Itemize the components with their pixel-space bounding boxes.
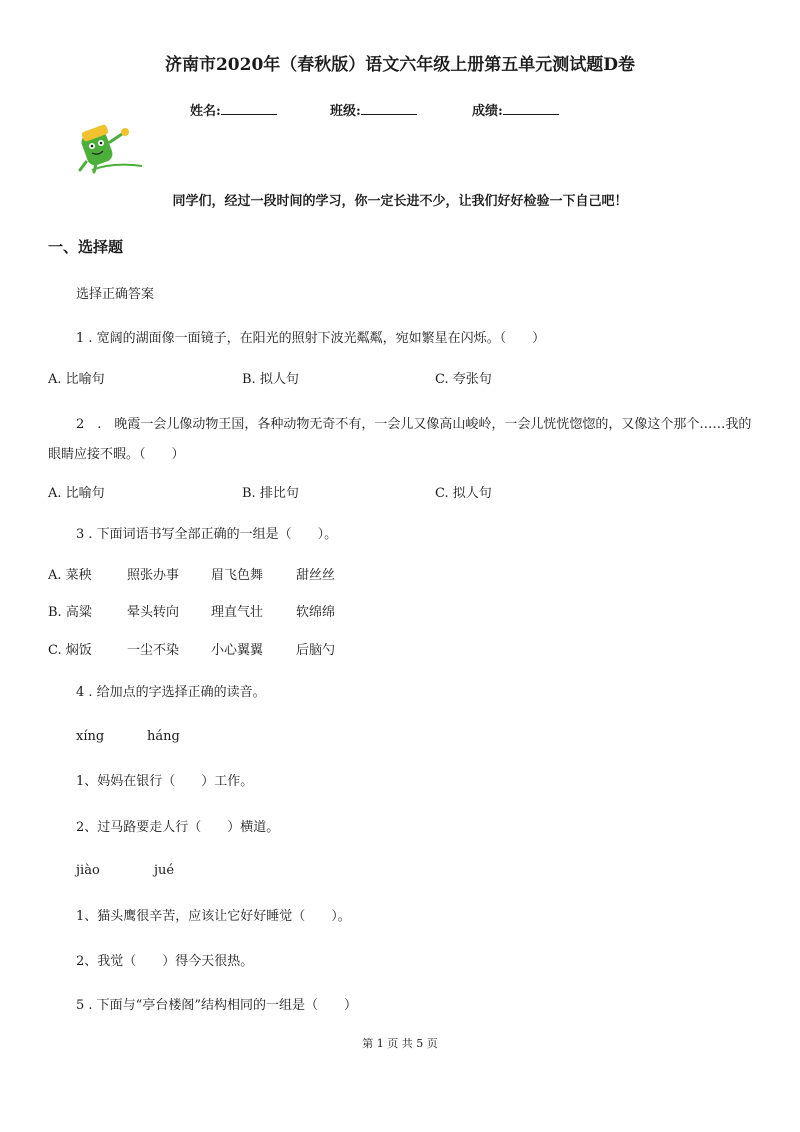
class-label: 班级: [330, 104, 361, 119]
q3-option-b-word4: 软绵绵 [296, 605, 336, 620]
pencil-mascot-icon [72, 122, 148, 178]
page-title: 济南市2020年（春秋版）语文六年级上册第五单元测试题D卷 [164, 55, 636, 75]
q3-option-b-word2: 晕头转向 [127, 605, 180, 620]
section-instruction: 选择正确答案 [76, 287, 155, 302]
q3-option-c-word1: C. 焖饭 [48, 643, 92, 658]
page-footer: 第 1 页 共 5 页 [362, 1037, 438, 1050]
q3-option-a-word4: 甜丝丝 [296, 568, 336, 583]
class-blank [361, 102, 417, 115]
q3-option-c-word2: 一尘不染 [127, 643, 180, 658]
intro-text: 同学们，经过一段时间的学习，你一定长进不少，让我们好好检验一下自己吧！ [172, 194, 628, 209]
q4-sentence-1: 1、妈妈在银行（ ）工作。 [76, 774, 254, 789]
score-blank [503, 102, 559, 115]
q2-stem: 2 . 晚霞一会儿像动物王国，各种动物无奇不有，一会儿又像高山峻岭，一会儿恍恍惚惚的，又像这个那个……我的眼睛应接不暇。（ ） [48, 417, 752, 462]
q3-option-c-word3: 小心翼翼 [211, 643, 264, 658]
name-blank [221, 102, 277, 115]
q3-option-c-word4: 后脑勺 [296, 643, 336, 658]
q1-option-c: C. 夸张句 [435, 372, 492, 387]
q3-option-b-word3: 理直气壮 [211, 605, 264, 620]
q3-stem: 3 . 下面词语书写全部正确的一组是（ ）。 [76, 527, 338, 542]
class-field [330, 100, 417, 119]
q4-stem: 4 . 给加点的字选择正确的读音。 [76, 685, 266, 700]
q1-option-a: A. 比喻句 [48, 372, 105, 387]
q2-option-b: B. 排比句 [242, 486, 299, 501]
q1-stem: 1 . 宽阔的湖面像一面镜子，在阳光的照射下波光粼粼，宛如繁星在闪烁。（ ） [76, 331, 546, 346]
q3-option-a-word1: A. 菜秧 [48, 568, 92, 583]
q5-stem: 5 . 下面与“亭台楼阁”结构相同的一组是（ ） [76, 998, 357, 1013]
name-label: 姓名: [190, 104, 221, 119]
q3-option-a-word2: 照张办事 [127, 568, 180, 583]
q2-option-c: C. 拟人句 [435, 486, 492, 501]
q4-pinyin-jue: jué [154, 863, 175, 878]
q4-pinyin-jiao: jiào [76, 863, 100, 878]
score-label: 成绩: [472, 104, 503, 119]
q4-sentence-3: 1、猫头鹰很辛苦，应该让它好好睡觉（ ）。 [76, 909, 351, 924]
q4-pinyin-hang: háng [147, 729, 180, 744]
q4-sentence-4: 2、我觉（ ）得今天很热。 [76, 954, 254, 969]
q2-option-a: A. 比喻句 [48, 486, 105, 501]
name-field [190, 100, 277, 119]
q4-pinyin-xing: xíng [76, 729, 105, 744]
section-heading: 一、选择题 [48, 238, 124, 256]
q3-option-a-word3: 眉飞色舞 [211, 568, 264, 583]
score-field [472, 100, 559, 119]
q1-option-b: B. 拟人句 [242, 372, 299, 387]
q3-option-b-word1: B. 高粱 [48, 605, 92, 620]
q4-sentence-2: 2、过马路要走人行（ ）横道。 [76, 820, 280, 835]
